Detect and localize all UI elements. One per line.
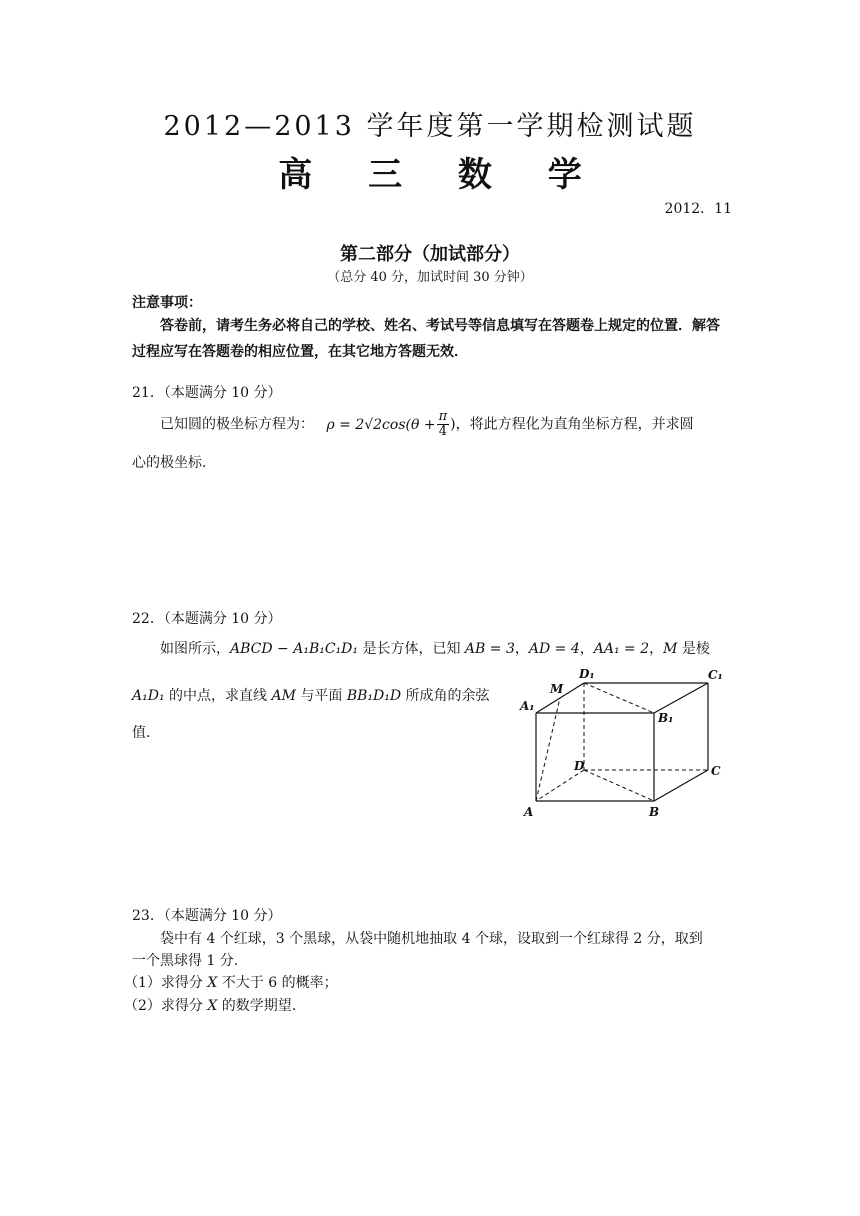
q23-item2-b: 的数学期望. (217, 998, 297, 1014)
q22-line2 (132, 685, 490, 707)
q23-line1: 袋中有 4 个红球，3 个黑球，从袋中随机地抽取 4 个球，设取到一个红球得 2 分，取到 (160, 931, 703, 947)
q21-frac-num: π (438, 409, 448, 424)
cuboid-figure (515, 660, 740, 820)
q22-l2-c: 所成角的余弦 (401, 688, 490, 704)
q23-item1-a: （1）求得分 (124, 975, 208, 991)
label-D1: D₁ (579, 667, 595, 681)
edge-CB (654, 770, 708, 801)
q22-l1-m5: M (663, 641, 678, 657)
q22-l2-a: 的中点，求直线 (164, 688, 272, 704)
edge-C1B1 (654, 683, 708, 713)
part-subtitle: （总分 40 分，加试时间 30 分钟） (327, 270, 533, 285)
q23-line2: 一个黑球得 1 分. (132, 953, 239, 969)
q21-frac-den: 4 (438, 424, 447, 439)
q22-header: 22．（本题满分 10 分） (132, 611, 282, 627)
label-B: B (649, 805, 660, 819)
q23-item2-m: X (207, 998, 218, 1014)
edge-DA (536, 770, 584, 801)
q22-l2-m2: AM (271, 688, 296, 704)
label-B1: B₁ (658, 711, 674, 725)
q23-item1-m: X (207, 975, 218, 991)
q21-line2: 心的极坐标. (132, 455, 207, 471)
notice-body: 答卷前，请考生务必将自己的学校、姓名、考试号等信息填写在答题卷上规定的位置．解答过程应写在答题卷的相应位置，在其它地方答题无效． (132, 318, 720, 360)
label-D: D (574, 759, 585, 773)
q22-l1-e: ， (649, 641, 664, 657)
part-title: 第二部分（加试部分） (340, 244, 520, 265)
q21-formula-left: ρ = 2√2cos(θ + (326, 416, 436, 433)
q21-header: 21．（本题满分 10 分） (132, 385, 282, 401)
q21-formula-right: ) (450, 416, 456, 433)
q22-l1-m1: ABCD − A₁B₁C₁D₁ (230, 641, 359, 657)
q22-l1-b: 是长方体，已知 (358, 641, 465, 657)
q23-header: 23．（本题满分 10 分） (132, 908, 282, 924)
q22-l2-b: 与平面 (295, 688, 347, 704)
label-M: M (550, 682, 564, 696)
edge-DB (584, 770, 654, 801)
label-C: C (711, 764, 721, 778)
q21-text-after: ，将此方程化为直角坐标方程，并求圆 (455, 416, 694, 433)
q22-line1 (160, 638, 740, 660)
q22-l1-c: ， (514, 641, 529, 657)
q22-line3: 值. (132, 725, 151, 741)
q22-l1-m3: AD = 4 (528, 641, 580, 657)
q23-item2 (124, 995, 296, 1017)
q22-l1-d: ， (579, 641, 594, 657)
q23-item1 (124, 972, 338, 994)
exam-title: 2012—2013 学年度第一学期检测试题 (163, 111, 697, 142)
label-C1: C₁ (708, 668, 723, 682)
notice-heading: 注意事项： (132, 295, 202, 311)
q22-l2-m1: A₁D₁ (132, 688, 165, 704)
exam-subject: 高 三 数 学 (278, 155, 604, 195)
q23-item2-a: （2）求得分 (124, 998, 208, 1014)
label-A: A (524, 805, 534, 819)
q21-line1 (160, 410, 740, 439)
q22-l1-m4: AA₁ = 2 (593, 641, 650, 657)
q22-l2-m3: BB₁D₁D (346, 688, 402, 704)
exam-date: 2012．11 (664, 201, 732, 217)
q22-l1-f: 是棱 (677, 641, 710, 657)
edge-D1B1 (584, 683, 654, 713)
label-A1: A₁ (520, 699, 535, 713)
q22-l1-a: 如图所示， (160, 641, 230, 657)
q23-item1-b: 不大于 6 的概率； (217, 975, 338, 991)
q21-fraction (437, 410, 450, 439)
q22-l1-m2: AB = 3 (464, 641, 515, 657)
q21-text-before: 已知圆的极坐标方程为： (160, 416, 314, 433)
